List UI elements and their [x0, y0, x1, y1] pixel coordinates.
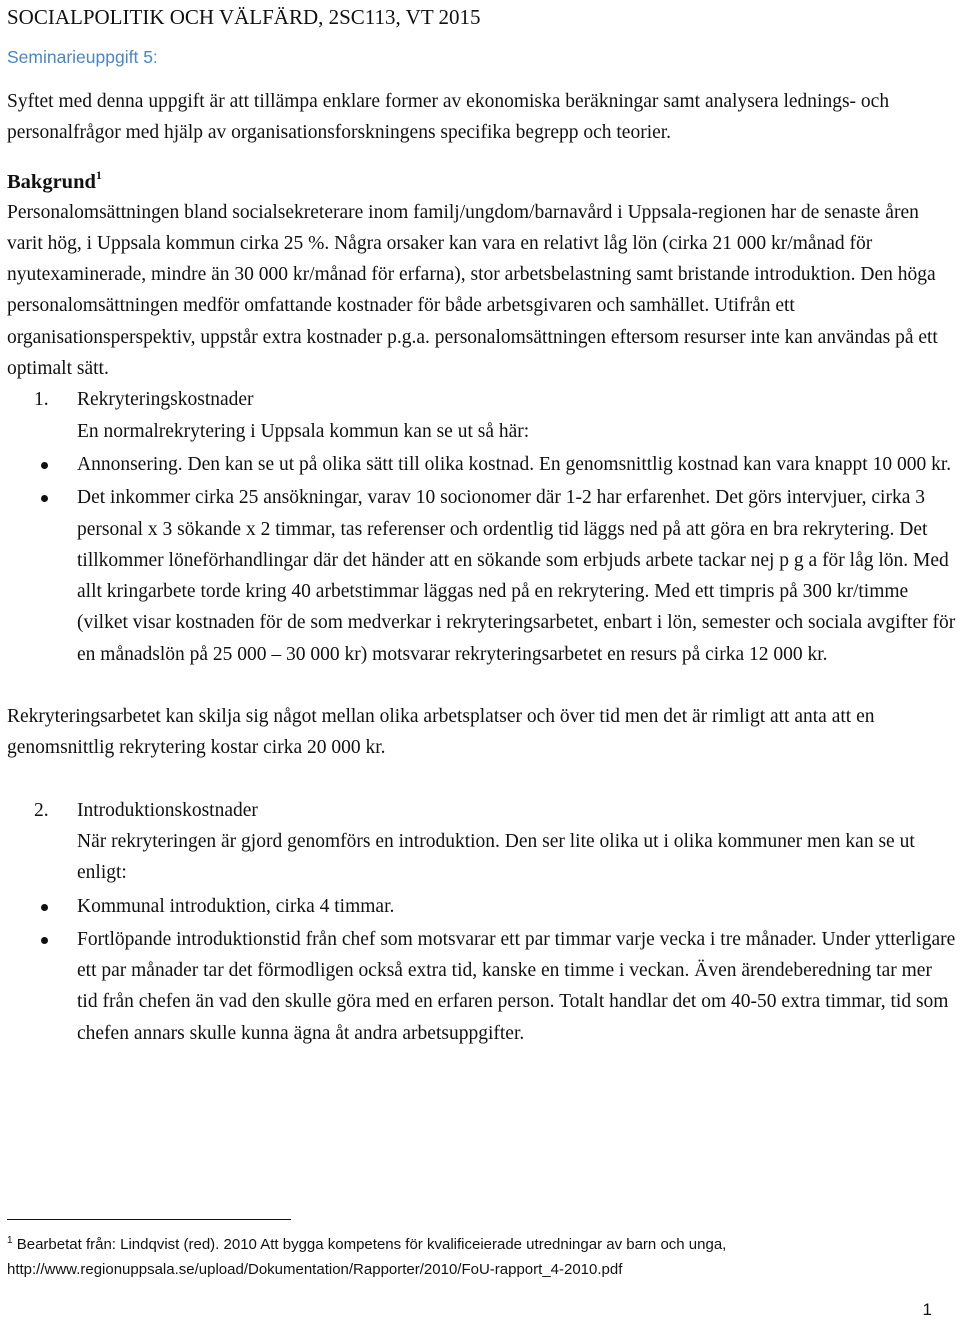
- assignment-subtitle: Seminarieuppgift 5:: [7, 47, 158, 67]
- section-2-lead: När rekryteringen är gjord genomförs en introduktion. Den ser lite olika ut i olika kommuner men kan se ut enligt:: [77, 830, 915, 884]
- bullet-icon: [7, 924, 77, 1049]
- page-number: 1: [922, 1300, 932, 1319]
- bullet-text: Kommunal introduktion, cirka 4 timmar.: [77, 895, 395, 917]
- section-1-number: 1.: [34, 389, 49, 411]
- section-1-lead: En normalrekrytering i Uppsala kommun kan se ut så här:: [77, 420, 530, 442]
- section-2-heading: [7, 795, 957, 826]
- footnote-reference: 1: [95, 167, 102, 182]
- list-item: [7, 891, 957, 922]
- bullet-icon: [7, 449, 77, 480]
- section-1-title: Rekryteringskostnader: [77, 389, 254, 411]
- footnote: [7, 1232, 952, 1282]
- document-page: [7, 4, 957, 1049]
- background-heading: [7, 167, 957, 197]
- section-2-title: Introduktionskostnader: [77, 799, 258, 821]
- section-1-heading: [7, 384, 957, 415]
- list-item: [7, 924, 957, 1049]
- footnote-separator: [7, 1219, 291, 1220]
- list-item: [7, 449, 957, 480]
- section-1-bullet-list: [7, 449, 957, 670]
- bullet-text: Annonsering. Den kan se ut på olika sätt till olika kostnad. En genomsnittlig kostnad kan vara knappt 10 000 kr.: [77, 453, 952, 475]
- background-paragraph: Personalomsättningen bland socialsekreterare inom familj/ungdom/barnavård i Uppsala-regionen har de senaste åren varit hög, i Uppsala kommun cirka 25 %. Några orsaker kan vara en relativt låg lön (cirka 21 000 kr/månad för nyutexaminerade, mindre än 30 000 kr/månad för erfarna), stor arbetsbelastning samt bristande introduktion. Den höga personalomsättningen medför omfattande kostnader för både arbetsgivaren och samhället. Utifrån ett organisationsperspektiv, uppstår extra kostnader p.g.a. personalomsättningen eftersom resurser inte kan användas på ett optimalt sätt.: [7, 201, 938, 380]
- bullet-text: Fortlöpande introduktionstid från chef som motsvarar ett par timmar varje vecka i tre månader. Under ytterligare ett par månader tar det förmodligen också extra tid, kanske en timme i veckan. Även ärendeberedning tar mer tid från chefen än vad den skulle göra med en erfaren person. Totalt handlar det om 40-50 extra timmar, tid som chefen annars skulle kunna ägna åt andra arbetsuppgifter.: [77, 928, 956, 1044]
- document-title: SOCIALPOLITIK OCH VÄLFÄRD, 2SC113, VT 2015: [7, 5, 481, 29]
- background-heading-label: Bakgrund: [7, 170, 96, 193]
- section-2-number: 2.: [34, 799, 49, 821]
- intro-paragraph: Syftet med denna uppgift är att tillämpa enklare former av ekonomiska beräkningar samt analysera lednings- och personalfrågor med hjälp av organisationsforskningens specifika begrepp och teorier.: [7, 91, 890, 144]
- footnote-marker: 1: [7, 1235, 13, 1246]
- list-item: [7, 482, 957, 670]
- footnote-text: Bearbetat från: Lindqvist (red). 2010 Att bygga kompetens för kvalificeierade utredningar av barn och unga, http://www.regionuppsala.se/upload/Dokumentation/Rapporter/2010/FoU-rapport_4-2010.pdf: [7, 1236, 727, 1278]
- bullet-text: Det inkommer cirka 25 ansökningar, varav 10 socionomer där 1-2 har erfarenhet. Det görs intervjuer, cirka 3 personal x 3 sökande x 2 timmar, tas referenser och ordentlig tid läggs ned på att göra en bra rekrytering. Det tillkommer löneförhandlingar där det händer att en sökande som erbjuds arbete tackar nej p g a för låg lön. Med allt kringarbete torde kring 40 arbetstimmar läggas ned på en rekrytering. Med ett timpris på 300 kr/timme (vilket visar kostnaden för de som medverkar i rekryteringsarbetet, enbart i lön, semester och sociala avgifter för en månadslön på 25 000 – 30 000 kr) motsvarar rekryteringsarbetet en resurs på cirka 12 000 kr.: [77, 487, 956, 665]
- section-1-summary: Rekryteringsarbetet kan skilja sig något mellan olika arbetsplatser och över tid men det är rimligt att anta att en genomsnittlig rekrytering kostar cirka 20 000 kr.: [7, 706, 875, 759]
- bullet-icon: [7, 482, 77, 670]
- section-2-bullet-list: [7, 891, 957, 1049]
- bullet-icon: [7, 891, 77, 922]
